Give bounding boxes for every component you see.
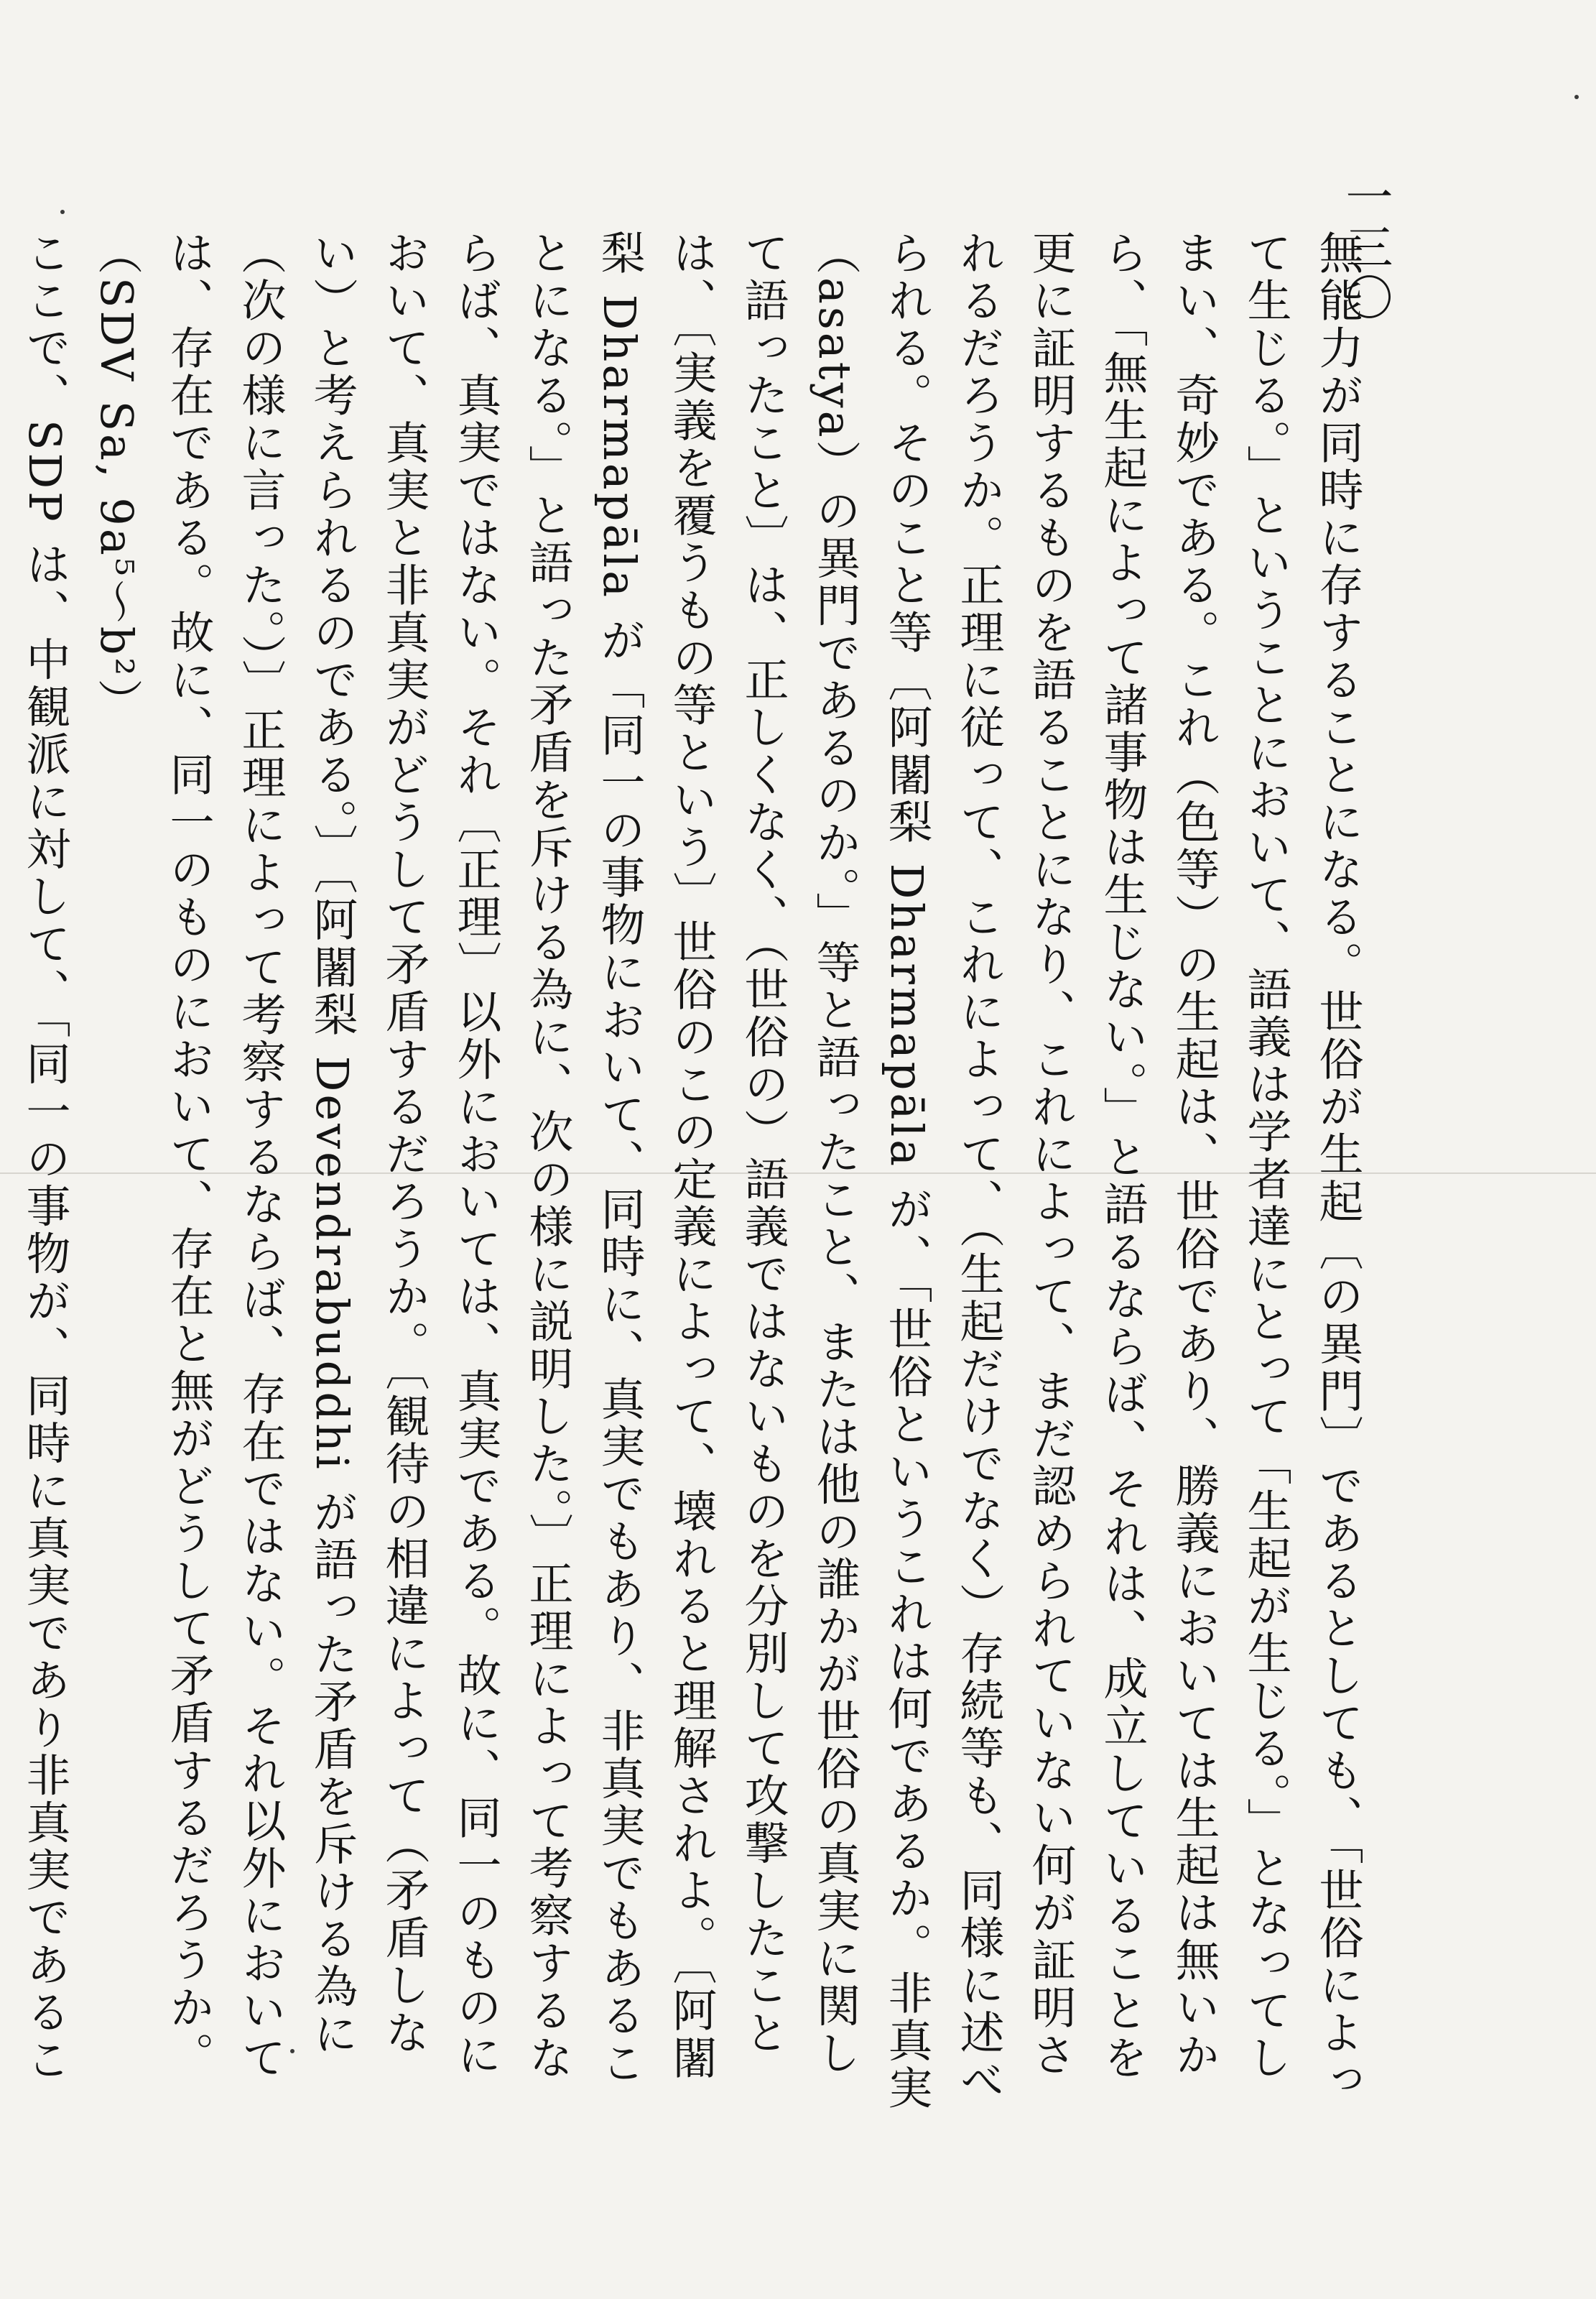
scan-speck [60,210,65,214]
page-number: 一三〇 [1337,172,1393,323]
scan-speck [1574,95,1579,99]
paragraph-main: 無能力が同時に存することになる。世俗が生起〔の異門〕であるとしても、「世俗によって生じる。」ということにおいて、語義は学者達にとって「生起が生じる。」となってしまい、奇妙である。これ（色等）の生起は、世俗であり、勝義においては生起は無いから、「無生起によって諸事物は生じない。」と語るならば、それは、成立していることを更に証明するものを語ることになり、これによって、まだ認められていない何が証明されるだろうか。正理に従って、これによって、（生起だけでなく）存続等も、同様に述べられる。そのこと等〔阿闍梨 Dharmapāla が、「世俗というこれは何であるか。非真実（asatya）の異門であるのか。」等と語ったこと、または他の誰かが世俗の真実に関して語ったこと〕は、正しくなく、（世俗の）語義ではないものを分別して攻撃したことは、〔実義を覆うもの等という〕世俗のこの定義によって、壊れると理解されよ。〔阿闍梨 Dharmapāla が「同一の事物において、同時に、真実でもあり、非真実でもあることになる。」と語った矛盾を斥ける為に、次の様に説明した。〕正理によって考察するならば、真実ではない。それ〔正理〕以外においては、真実である。故に、同一のものにおいて、真実と非真実がどうして矛盾するだろうか。〔観待の相違によって（矛盾しない）と考えられるのである。〕〔阿闍梨 Devendrabuddhi が語った矛盾を斥ける為に（次の様に言った。）〕正理によって考察するならば、存在ではない。それ以外においては、存在である。故に、同一のものにおいて、存在と無がどうして矛盾するだろうか。（SDV Sa, 9a⁵〜b²） [91,230,1364,2112]
paragraph-commentary: ここで、SDP は、中観派に対して、「同一の事物が、同時に真実であり非真実であるこ [19,230,71,2084]
body-text [0,230,1373,2112]
